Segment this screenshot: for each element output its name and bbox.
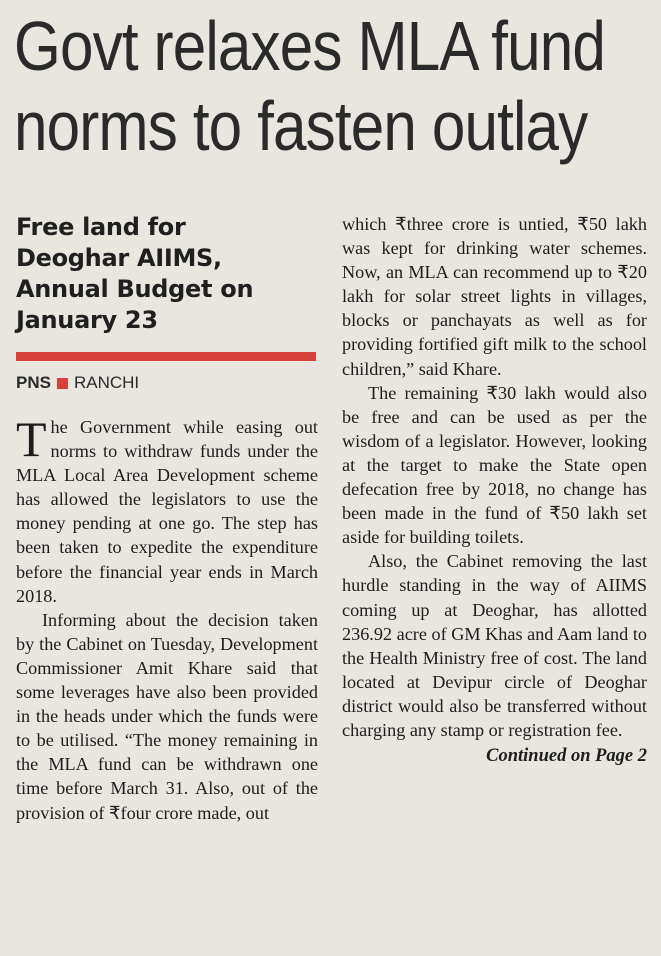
headline-line-1: Govt relaxes MLA fund bbox=[14, 7, 605, 85]
byline-location: RANCHI bbox=[73, 373, 140, 392]
red-divider bbox=[16, 352, 316, 361]
subhead-line-2: Deoghar AIIMS, bbox=[16, 244, 222, 272]
paragraph-1-text: he Government while easing out norms to withdraw funds under the MLA Local Area Development scheme has allowed the legislators to use the money pending at one go. The step has been taken to expedite the expenditure before the financial year ends in March 2018. bbox=[16, 417, 318, 606]
subhead-line-1: Free land for bbox=[16, 213, 186, 241]
headline bbox=[14, 6, 605, 166]
article-paragraph-1 bbox=[16, 411, 318, 608]
byline bbox=[16, 373, 318, 393]
red-square-icon bbox=[57, 378, 68, 389]
right-column bbox=[342, 212, 647, 767]
subhead-line-4: January 23 bbox=[16, 306, 158, 334]
article-paragraph-2-start: Informing about the decision taken by the Cabinet on Tuesday, Development Commissioner Amit Khare said that some leverages have also been provided in the heads under which the funds were to be utilised. “The money remaining in the MLA fund can be withdrawn one time before March 31. Also, out of the provision of ₹four crore made, out bbox=[16, 609, 318, 823]
continued-on-page-link[interactable]: Continued on Page 2 bbox=[486, 746, 647, 767]
dropcap: T bbox=[16, 411, 47, 467]
article-paragraph-4: Also, the Cabinet removing the last hurdle standing in the way of AIIMS coming up at Deoghar, has allotted 236.92 acre of GM Khas and Aam land to the Health Ministry free of cost. The land located at Devipur circle of Deoghar district would also be transferred without charging any stamp or registration fee. bbox=[342, 551, 647, 740]
headline-line-2: norms to fasten outlay bbox=[14, 87, 588, 165]
article-paragraph-3: The remaining ₹30 lakh would also be free and can be used as per the wisdom of a legislator. However, looking at the target to make the State open defecation free by 2018, no change has been made in the fund of ₹50 lakh set aside for building toilets. bbox=[342, 382, 647, 548]
article-paragraph-2-end: which ₹three crore is untied, ₹50 lakh was kept for drinking water schemes. Now, an MLA can recommend up to ₹20 lakh for solar street lights in villages, blocks or panchayats as well as for providing fortified gift milk to the school children,” said Khare. bbox=[342, 214, 647, 379]
subhead-line-3: Annual Budget on bbox=[16, 275, 254, 303]
left-column bbox=[16, 212, 318, 825]
subheadline bbox=[16, 212, 318, 336]
byline-agency: PNS bbox=[16, 373, 51, 392]
